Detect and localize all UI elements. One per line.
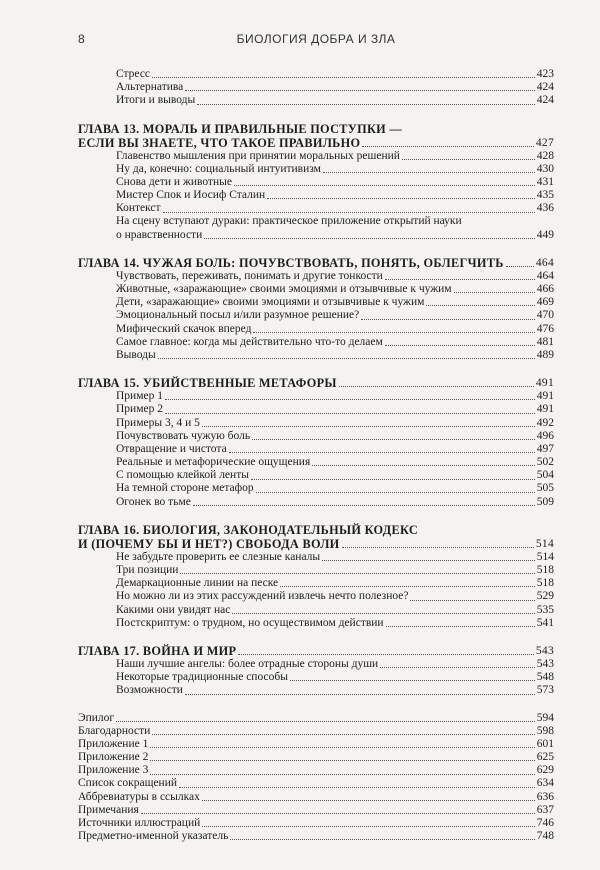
toc-entry-page: 548 (536, 671, 554, 684)
leader-dots (290, 680, 535, 681)
leader-dots (362, 146, 534, 147)
toc-section-entry (78, 349, 554, 362)
leader-dots (202, 826, 534, 827)
toc-section-entry (78, 296, 554, 309)
toc-section-entry (78, 564, 554, 577)
toc-entry-title: Животные, «заражающие» своими эмоциями и отзывчивые к чужим (116, 283, 452, 296)
toc-entry-page: 504 (536, 469, 554, 482)
chapter-title-row (78, 644, 554, 658)
toc-entry-page: 431 (536, 175, 554, 188)
toc-entry-page: 509 (536, 495, 554, 508)
toc-entry-page: 625 (536, 751, 554, 764)
toc-entry-title: Дети, «заражающие» своими эмоциями и отзывчивые к чужим (116, 296, 425, 309)
toc-entry-page: 424 (536, 81, 554, 94)
toc-section-entry (78, 229, 554, 242)
toc-entry-page: 428 (536, 149, 554, 162)
toc-section-entry (78, 390, 554, 403)
leader-dots (229, 452, 535, 453)
toc-entry-page: 543 (536, 657, 554, 670)
toc-top-entry (78, 712, 554, 725)
toc-top-entry (78, 738, 554, 751)
toc-top-entry (78, 778, 554, 791)
toc-section-entry (78, 496, 554, 509)
toc-entry-title: ГЛАВА 14. ЧУЖАЯ БОЛЬ: ПОЧУВСТВОВАТЬ, ПОНЯТЬ, ОБЛЕГЧИТЬ (78, 255, 504, 270)
toc-entry-title: Некоторые традиционные способы (116, 671, 288, 684)
leader-dots (150, 747, 534, 748)
chapter-title-row (78, 376, 554, 390)
leader-dots (180, 573, 534, 574)
toc-entry-title: Ну да, конечно: социальный интуитивизм (116, 162, 321, 175)
chapter-heading (78, 256, 554, 270)
toc-entry-title: Огонек во тьме (116, 495, 191, 508)
toc-section-entry (78, 456, 554, 469)
toc-section-entry (78, 81, 554, 94)
toc-entry-title: о нравственности (116, 228, 203, 241)
toc-section-entry (78, 469, 554, 482)
leader-dots (204, 238, 535, 239)
toc-entry-title: Стресс (116, 67, 151, 80)
toc-entry-title: Но можно ли из этих рассуждений извлечь нечто полезное? (116, 590, 409, 603)
leader-dots (256, 492, 535, 493)
toc-entry-page: 535 (536, 603, 554, 616)
toc-section-entry (78, 336, 554, 349)
toc-entry-page: 436 (536, 202, 554, 215)
toc-entry-title: С помощью клейкой ленты (116, 469, 249, 482)
toc-entry-page: 518 (536, 577, 554, 590)
toc-section-entry (78, 590, 554, 603)
toc-entry-title: Снова дети и животные (116, 175, 232, 188)
leader-dots (251, 479, 535, 480)
toc-top-entry (78, 804, 554, 817)
toc-top-entry (78, 764, 554, 777)
toc-entry-title: Мистер Спок и Иосиф Сталин (116, 189, 266, 202)
toc-entry-title: Примечания (78, 803, 139, 816)
toc-section-entry (78, 68, 554, 81)
leader-dots (361, 319, 535, 320)
leader-dots (339, 386, 534, 387)
chapter-title-row (78, 136, 554, 150)
leader-dots (252, 439, 535, 440)
toc-entry-page: 496 (536, 429, 554, 442)
chapter-heading (78, 122, 554, 150)
chapter-heading (78, 644, 554, 658)
toc-entry-page: 497 (536, 442, 554, 455)
toc-entry-page: 423 (536, 67, 554, 80)
toc-section-entry (78, 216, 554, 229)
toc-section-entry (78, 94, 554, 107)
toc-entry-title: Выводы (116, 348, 156, 361)
toc-section-entry (78, 309, 554, 322)
toc-entry-page: 505 (536, 482, 554, 495)
chapter-title-line: ГЛАВА 16. БИОЛОГИЯ, ЗАКОНОДАТЕЛЬНЫЙ КОДЕКС (78, 522, 419, 537)
toc-entry-page: 543 (535, 645, 554, 657)
toc-entry-page: 502 (536, 456, 554, 469)
toc-entry-title: Пример 1 (116, 390, 163, 403)
leader-dots (426, 305, 534, 306)
toc-section-entry (78, 617, 554, 630)
chapter-heading (78, 523, 554, 551)
running-title: БИОЛОГИЯ ДОБРА И ЗЛА (236, 32, 396, 46)
leader-dots (163, 212, 535, 213)
toc-entry-page: 634 (536, 777, 554, 790)
toc-section-entry (78, 202, 554, 215)
toc-entry-page: 598 (536, 724, 554, 737)
toc-entry-title: Самое главное: когда мы действительно что-то делаем (116, 335, 383, 348)
toc-entry-title: Постскриптум: о трудном, но осуществимом действии (116, 616, 384, 629)
toc-entry-title: Отвращение и чистота (116, 442, 227, 455)
toc-entry-title: Контекст (116, 202, 161, 215)
toc-entry-page: 491 (536, 390, 554, 403)
leader-dots (202, 426, 535, 427)
leader-dots (202, 800, 535, 801)
toc-entry-page: 476 (536, 322, 554, 335)
leader-dots (234, 185, 535, 186)
leader-dots (150, 774, 534, 775)
leader-dots (322, 560, 535, 561)
leader-dots (323, 172, 535, 173)
toc-section-entry (78, 323, 554, 336)
leader-dots (185, 694, 535, 695)
toc-entry-title: Эпилог (78, 711, 115, 724)
toc-entry-page: 629 (536, 764, 554, 777)
toc-entry-title: Главенство мышления при принятии моральных решений (116, 149, 400, 162)
leader-dots (238, 654, 534, 655)
leader-dots (267, 198, 535, 199)
toc-section-entry (78, 684, 554, 697)
table-of-contents (78, 68, 554, 843)
toc-top-entry (78, 751, 554, 764)
toc-entry-page: 573 (536, 684, 554, 697)
leader-dots (386, 626, 535, 627)
toc-entry-page: 541 (536, 616, 554, 629)
toc-entry-page: 491 (535, 377, 554, 390)
leader-dots (116, 721, 535, 722)
toc-entry-title: Реальные и метафорические ощущения (116, 456, 311, 469)
back-matter-list (78, 712, 554, 844)
toc-entry-title: Предметно-именной указатель (78, 830, 229, 843)
toc-entry-title: Приложение 3 (78, 764, 149, 777)
toc-entry-page: 469 (536, 296, 554, 309)
toc-section-entry (78, 176, 554, 189)
toc-entry-title: На темной стороне метафор (116, 482, 254, 495)
toc-section-entry (78, 163, 554, 176)
leader-dots (165, 399, 535, 400)
toc-section-entry (78, 270, 554, 283)
toc-section-entry (78, 658, 554, 671)
leader-dots (454, 292, 535, 293)
toc-section-entry (78, 430, 554, 443)
toc-entry-page: 492 (536, 416, 554, 429)
leader-dots (380, 667, 535, 668)
toc-entry-page: 449 (536, 228, 554, 241)
toc-entry-page: 491 (536, 403, 554, 416)
toc-entry-title: Приложение 2 (78, 751, 149, 764)
page-number: 8 (78, 32, 86, 46)
toc-entry-page: 466 (536, 283, 554, 296)
leader-dots (402, 159, 535, 160)
toc-entry-title: Эмоциональный посыл и/или разумное решение? (116, 309, 360, 322)
toc-entry-title: Список сокращений (78, 777, 178, 790)
toc-entry-title: Не забудьте проверить ее слезные каналы (116, 550, 321, 563)
toc-section-entry (78, 403, 554, 416)
chapter-title-row (78, 537, 554, 551)
leader-dots (232, 613, 534, 614)
toc-section-entry (78, 150, 554, 163)
toc-entry-title: Итоги и выводы (116, 94, 196, 107)
toc-top-entry (78, 725, 554, 738)
toc-entry-page: 518 (536, 564, 554, 577)
toc-entry-page: 464 (536, 269, 554, 282)
toc-top-entry (78, 791, 554, 804)
toc-entry-title: Почувствовать чужую боль (116, 429, 251, 442)
toc-section-entry (78, 283, 554, 296)
toc-entry-title: Три позиции (116, 564, 179, 577)
toc-entry-page: 636 (536, 790, 554, 803)
toc-entry-title: Аббревиатуры в ссылках (78, 790, 200, 803)
toc-section-entry (78, 551, 554, 564)
toc-entry-title: Приложение 1 (78, 737, 149, 750)
toc-section-entry (78, 671, 554, 684)
toc-entry-page: 594 (536, 711, 554, 724)
toc-section-entry (78, 443, 554, 456)
toc-top-entry (78, 817, 554, 830)
toc-entry-title: Возможности (116, 684, 183, 697)
toc-entry-page: 529 (536, 590, 554, 603)
leader-dots (385, 345, 535, 346)
toc-entry-title: Примеры 3, 4 и 5 (116, 416, 200, 429)
toc-entry-page: 748 (536, 830, 554, 843)
toc-entry-page: 637 (536, 803, 554, 816)
toc-entry-title: Мифический скачок вперед (116, 322, 252, 335)
page-header (78, 32, 554, 52)
leader-dots (152, 734, 534, 735)
toc-entry-title: Наши лучшие ангелы: более отрадные стороны души (116, 657, 379, 670)
leader-dots (385, 279, 535, 280)
toc-entry-page: 514 (536, 550, 554, 563)
leader-dots (280, 586, 535, 587)
toc-entry-title: Демаркационные линии на песке (116, 577, 279, 590)
leader-dots (506, 266, 534, 267)
leader-dots (158, 358, 535, 359)
toc-entry-page: 746 (536, 817, 554, 830)
leader-dots (193, 505, 535, 506)
leader-dots (152, 77, 535, 78)
toc-section-entry (78, 483, 554, 496)
toc-entry-title: Пример 2 (116, 403, 163, 416)
toc-entry-page: 514 (535, 537, 554, 550)
toc-top-entry (78, 830, 554, 843)
toc-entry-title: ЕСЛИ ВЫ ЗНАЕТЕ, ЧТО ТАКОЕ ПРАВИЛЬНО (78, 135, 361, 150)
toc-entry-title: Благодарности (78, 724, 151, 737)
toc-entry-page: 424 (536, 94, 554, 107)
toc-entry-page: 427 (535, 136, 554, 149)
leader-dots (165, 413, 535, 414)
toc-entry-page: 430 (536, 162, 554, 175)
toc-section-entry (78, 189, 554, 202)
leader-dots (253, 332, 534, 333)
toc-entry-page: 601 (536, 737, 554, 750)
leader-dots (179, 787, 535, 788)
toc-entry-title: ГЛАВА 15. УБИЙСТВЕННЫЕ МЕТАФОРЫ (78, 376, 337, 391)
toc-entry-page: 470 (536, 309, 554, 322)
chapter-title-row (78, 256, 554, 270)
chapter-heading (78, 376, 554, 390)
toc-entry-title: Чувствовать, переживать, понимать и другие тонкости (116, 269, 383, 282)
toc-entry-title: На сцену вступают дураки: практическое приложение открытий науки (116, 215, 462, 228)
leader-dots (410, 600, 534, 601)
toc-entry-page: 435 (536, 189, 554, 202)
leader-dots (312, 465, 535, 466)
leader-dots (230, 839, 534, 840)
toc-section-entry (78, 577, 554, 590)
leader-dots (141, 813, 535, 814)
leader-dots (150, 760, 534, 761)
toc-entry-page: 481 (536, 335, 554, 348)
toc-section-entry (78, 417, 554, 430)
toc-section-entry (78, 604, 554, 617)
toc-entry-page: 464 (535, 256, 554, 269)
toc-entry-title: И (ПОЧЕМУ БЫ И НЕТ?) СВОБОДА ВОЛИ (78, 536, 340, 551)
leader-dots (185, 90, 534, 91)
toc-entry-page: 489 (536, 348, 554, 361)
toc-entry-title: Альтернатива (116, 81, 184, 94)
leader-dots (342, 547, 534, 548)
toc-entry-title: ГЛАВА 17. ВОЙНА И МИР (78, 644, 237, 658)
chapter-title-line: ГЛАВА 13. МОРАЛЬ И ПРАВИЛЬНЫЕ ПОСТУПКИ — (78, 121, 402, 136)
toc-entry-title: Источники иллюстраций (78, 817, 201, 830)
leader-dots (197, 104, 535, 105)
toc-entry-title: Какими они увидят нас (116, 603, 231, 616)
